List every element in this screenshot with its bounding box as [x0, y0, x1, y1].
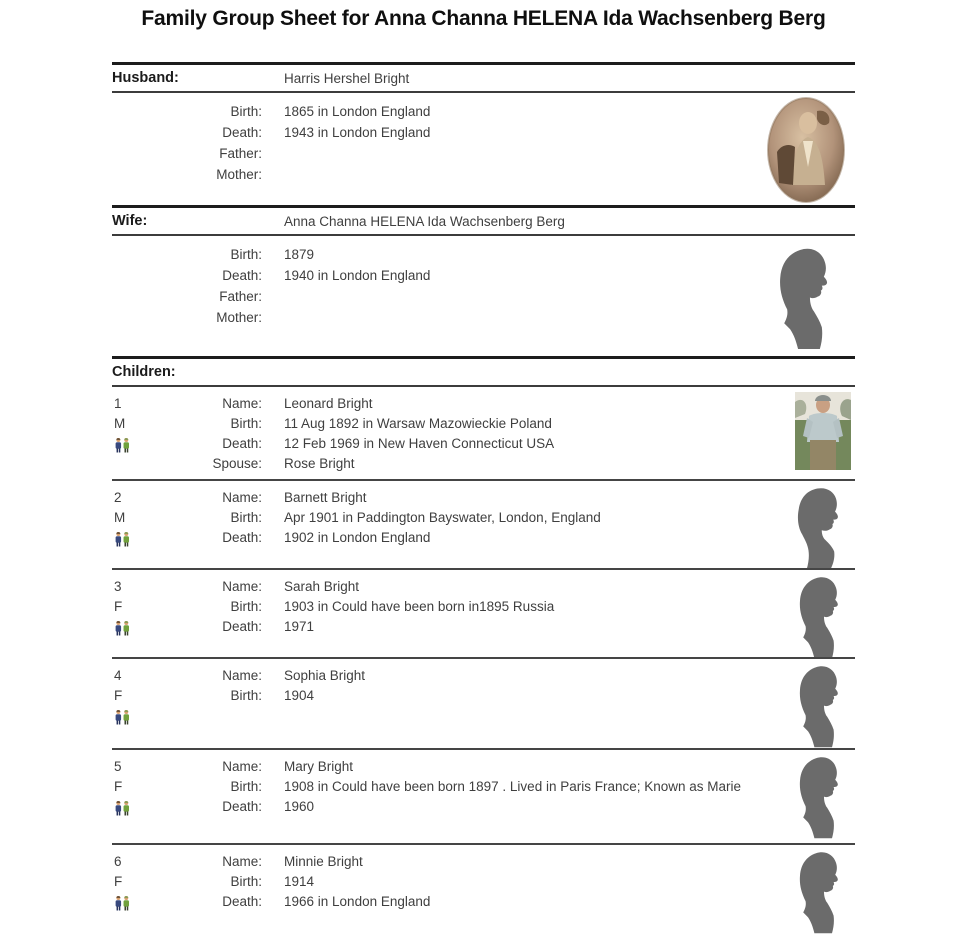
field-value: Sarah Bright [284, 579, 360, 594]
page-title: Family Group Sheet for Anna Channa HELENA Ida Wachsenberg Berg [141, 7, 826, 30]
detail-row [112, 122, 855, 143]
wife-details [112, 236, 855, 356]
child-row [112, 843, 855, 935]
field-value: Mary Bright [284, 759, 354, 774]
child-row [112, 479, 855, 568]
female-silhouette-icon [767, 246, 843, 355]
detail-row [112, 265, 855, 286]
husband-label: Husband: [112, 70, 179, 86]
child-meta [114, 852, 162, 918]
field-value: 1943 in London England [284, 125, 431, 140]
field-label: Death: [222, 125, 262, 140]
field-value: 1940 in London England [284, 268, 431, 283]
wife-name: Anna Channa HELENA Ida Wachsenberg Berg [284, 213, 565, 229]
male-silhouette-icon [789, 486, 851, 575]
child-number: 4 [114, 668, 122, 683]
field-value: Minnie Bright [284, 854, 363, 869]
field-label: Birth: [230, 688, 262, 703]
child-portrait-photo [795, 392, 851, 475]
field-label: Name: [222, 396, 262, 411]
children-list [112, 387, 855, 935]
husband-portrait-photo [767, 97, 845, 208]
family-group-sheet [112, 0, 855, 935]
female-silhouette-icon [789, 664, 851, 753]
field-value: Sophia Bright [284, 668, 366, 683]
child-row [112, 568, 855, 657]
field-value: Leonard Bright [284, 396, 373, 411]
child-gender: F [114, 874, 123, 889]
detail-row [112, 244, 855, 265]
field-value: 11 Aug 1892 in Warsaw Mazowieckie Poland [284, 416, 552, 431]
field-label: Birth: [230, 247, 262, 262]
field-label: Father: [219, 146, 262, 161]
couple-icon [114, 895, 162, 918]
field-value: 12 Feb 1969 in New Haven Connecticut USA [284, 436, 555, 451]
couple-icon [114, 620, 162, 643]
field-label: Death: [222, 268, 262, 283]
child-fields [164, 666, 767, 706]
field-label: Death: [222, 619, 262, 634]
detail-row [112, 164, 855, 185]
husband-details [112, 93, 855, 205]
field-label: Death: [222, 436, 262, 451]
child-gender: M [114, 510, 126, 525]
child-number: 1 [114, 396, 122, 411]
field-value: 1960 [284, 799, 315, 814]
field-label: Birth: [230, 874, 262, 889]
female-silhouette-icon [789, 575, 851, 664]
field-label: Mother: [216, 167, 262, 182]
field-label: Name: [222, 668, 262, 683]
field-label: Birth: [230, 416, 262, 431]
field-value: 1904 [284, 688, 315, 703]
couple-icon [114, 800, 162, 823]
child-meta [114, 757, 162, 823]
child-row [112, 387, 855, 479]
child-fields [164, 757, 767, 817]
field-label: Birth: [230, 104, 262, 119]
field-label: Birth: [230, 510, 262, 525]
female-silhouette-icon [789, 755, 851, 844]
husband-name: Harris Hershel Bright [284, 70, 410, 86]
field-label: Father: [219, 289, 262, 304]
female-silhouette-icon [789, 850, 851, 939]
wife-label: Wife: [112, 213, 148, 229]
field-value: 1966 in London England [284, 894, 431, 909]
child-fields [164, 488, 767, 548]
couple-icon [114, 531, 162, 554]
child-gender: F [114, 779, 123, 794]
field-label: Death: [222, 894, 262, 909]
field-label: Name: [222, 759, 262, 774]
child-fields [164, 394, 767, 474]
field-label: Mother: [216, 310, 262, 325]
detail-row [112, 143, 855, 164]
field-value: 1865 in London England [284, 104, 431, 119]
children-header [112, 359, 855, 385]
child-meta [114, 577, 162, 643]
field-value: Apr 1901 in Paddington Bayswater, London, England [284, 510, 601, 525]
child-number: 5 [114, 759, 122, 774]
detail-row [112, 307, 855, 328]
child-meta [114, 488, 162, 554]
child-meta [114, 666, 162, 732]
detail-row [112, 286, 855, 307]
child-gender: F [114, 599, 123, 614]
field-label: Birth: [230, 599, 262, 614]
child-gender: M [114, 416, 126, 431]
field-value: 1902 in London England [284, 530, 431, 545]
field-label: Birth: [230, 779, 262, 794]
child-meta [114, 394, 162, 460]
wife-header [112, 208, 855, 234]
field-value: 1914 [284, 874, 315, 889]
couple-icon [114, 709, 162, 732]
field-label: Name: [222, 854, 262, 869]
field-label: Death: [222, 530, 262, 545]
child-number: 3 [114, 579, 122, 594]
field-value: Barnett Bright [284, 490, 367, 505]
field-value: 1903 in Could have been born in1895 Russia [284, 599, 555, 614]
detail-row [112, 101, 855, 122]
field-value: 1879 [284, 247, 315, 262]
child-row [112, 657, 855, 748]
field-label: Spouse: [212, 456, 262, 471]
children-label: Children: [112, 364, 176, 380]
child-number: 2 [114, 490, 122, 505]
field-label: Death: [222, 799, 262, 814]
child-gender: F [114, 688, 123, 703]
husband-header [112, 65, 855, 91]
field-value: 1908 in Could have been born 1897 . Lived in Paris France; Known as Marie [284, 779, 742, 794]
child-fields [164, 577, 767, 637]
field-value: 1971 [284, 619, 315, 634]
field-value: Rose Bright [284, 456, 355, 471]
child-number: 6 [114, 854, 122, 869]
field-label: Name: [222, 490, 262, 505]
couple-icon [114, 437, 162, 460]
child-fields [164, 852, 767, 912]
field-label: Name: [222, 579, 262, 594]
child-row [112, 748, 855, 843]
